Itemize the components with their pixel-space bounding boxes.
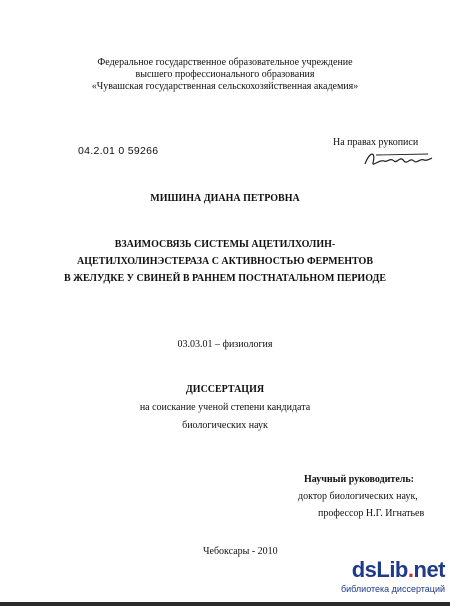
organization-line-2: высшего профессионального образования <box>135 69 315 80</box>
logo-main: dsLib <box>351 557 408 582</box>
logo-tld: net <box>413 557 445 582</box>
title-line-3: В ЖЕЛУДКЕ У СВИНЕЙ В РАННЕМ ПОСТНАТАЛЬНОМ ПЕРИОДЕ <box>63 273 387 284</box>
manuscript-rights-note: На правах рукописи <box>333 137 419 148</box>
degree-line-1: на соискание ученой степени кандидата <box>139 402 311 413</box>
supervisor-label: Научный руководитель: <box>304 474 414 485</box>
registration-code: 04.2.01 0 59266 <box>78 145 159 157</box>
title-line-2: АЦЕТИЛХОЛИНЭСТЕРАЗА С АКТИВНОСТЬЮ ФЕРМЕНТОВ <box>76 256 374 267</box>
title-line-1: ВЗАИМОСВЯЗЬ СИСТЕМЫ АЦЕТИЛХОЛИН- <box>114 239 336 250</box>
dslib-watermark <box>325 557 445 603</box>
organization-line-3: «Чувашская государственная сельскохозяйственная академия» <box>91 81 359 92</box>
watermark-subtitle: библиотека диссертаций <box>340 584 445 594</box>
city-year: Чебоксары - 2010 <box>203 546 278 557</box>
specialty-code: 03.03.01 – физиология <box>177 339 273 350</box>
handwritten-signature <box>362 149 434 169</box>
author-name: МИШИНА ДИАНА ПЕТРОВНА <box>150 193 300 204</box>
logo-dot: . <box>407 557 414 582</box>
scan-bottom-edge <box>0 602 450 606</box>
supervisor-name: профессор Н.Г. Игнатьев <box>318 508 425 519</box>
supervisor-degree: доктор биологических наук, <box>298 491 418 502</box>
dslib-logo <box>325 557 445 583</box>
organization-line-1: Федеральное государственное образовательное учреждение <box>97 57 353 68</box>
document-type-heading: ДИССЕРТАЦИЯ <box>185 384 265 395</box>
degree-line-2: биологических наук <box>182 420 268 431</box>
